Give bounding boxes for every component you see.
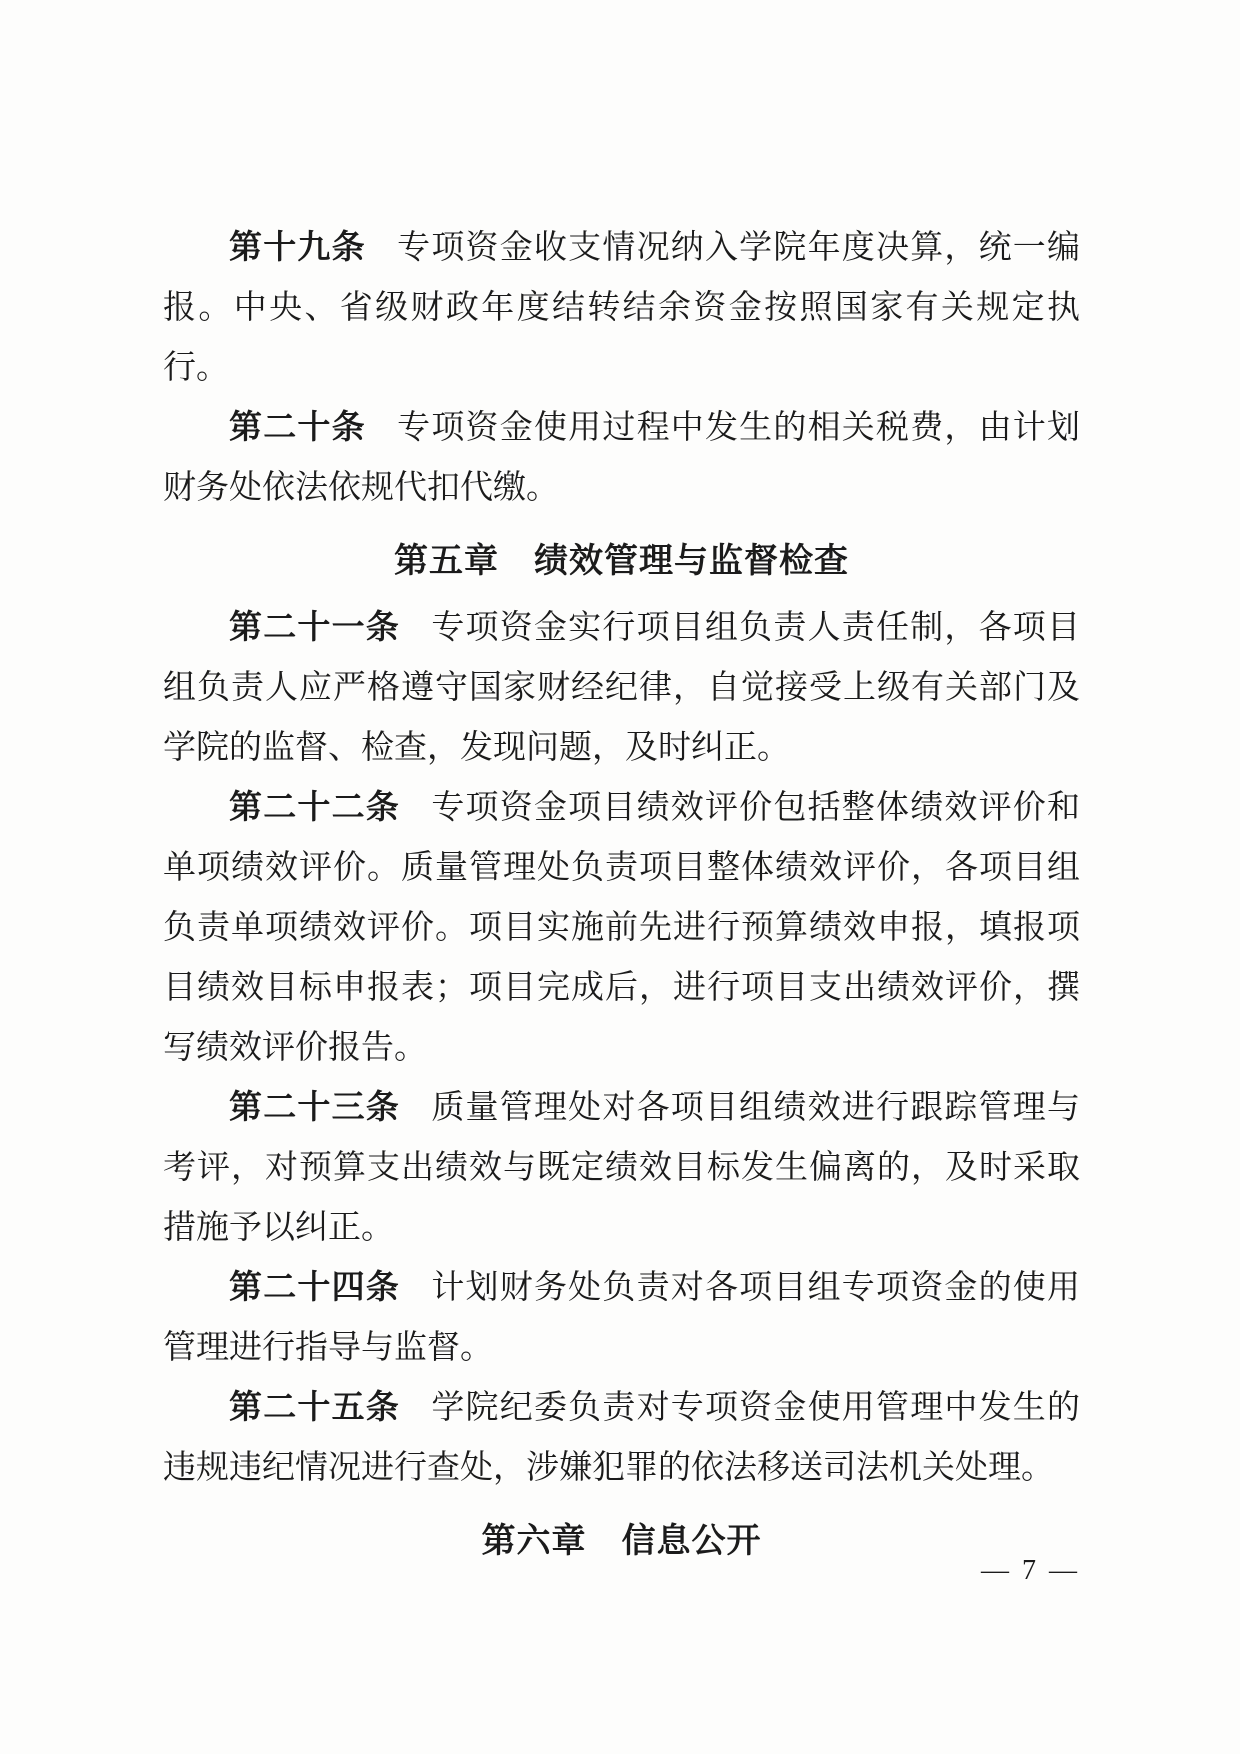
page-number: — 7 — xyxy=(981,1555,1080,1586)
chapter-5-heading: 第五章 绩效管理与监督检查 xyxy=(394,542,849,580)
article-19-text: 专项资金收支情况纳入学院年度决算，统一编报。中央、省级财政年度结转结余资金按照国家有关规定执行。 xyxy=(163,230,1081,386)
article-21-paragraph xyxy=(163,598,1080,778)
document-body xyxy=(163,218,1080,1578)
article-25-number: 第二十五条 xyxy=(229,1390,401,1426)
chapter-6-heading: 第六章 信息公开 xyxy=(481,1522,762,1560)
article-20-number: 第二十条 xyxy=(229,410,366,446)
article-21-text: 专项资金实行项目组负责人责任制，各项目组负责人应严格遵守国家财经纪律，自觉接受上级有关部门及学院的监督、检查，发现问题，及时纠正。 xyxy=(163,610,1081,766)
article-23-text: 质量管理处对各项目组绩效进行跟踪管理与考评，对预算支出绩效与既定绩效目标发生偏离的，及时采取措施予以纠正。 xyxy=(163,1090,1081,1246)
article-22-paragraph xyxy=(163,778,1080,1078)
article-24-text: 计划财务处负责对各项目组专项资金的使用管理进行指导与监督。 xyxy=(163,1270,1081,1366)
article-24-number: 第二十四条 xyxy=(229,1270,401,1306)
article-25-text: 学院纪委负责对专项资金使用管理中发生的违规违纪情况进行查处，涉嫌犯罪的依法移送司法机关处理。 xyxy=(163,1390,1081,1486)
article-23-paragraph xyxy=(163,1078,1080,1258)
article-25-paragraph xyxy=(163,1378,1080,1498)
article-20-paragraph xyxy=(163,398,1080,518)
article-23-number: 第二十三条 xyxy=(229,1090,401,1126)
article-22-number: 第二十二条 xyxy=(229,790,401,826)
article-22-text: 专项资金项目绩效评价包括整体绩效评价和单项绩效评价。质量管理处负责项目整体绩效评价，各项目组负责单项绩效评价。项目实施前先进行预算绩效申报，填报项目绩效目标申报表；项目完成后，进行项目支出绩效评价，撰写绩效评价报告。 xyxy=(163,790,1081,1066)
article-19-paragraph xyxy=(163,218,1080,398)
article-19-number: 第十九条 xyxy=(229,230,366,266)
article-21-number: 第二十一条 xyxy=(229,610,401,646)
article-24-paragraph xyxy=(163,1258,1080,1378)
article-20-text: 专项资金使用过程中发生的相关税费，由计划财务处依法依规代扣代缴。 xyxy=(163,410,1081,506)
